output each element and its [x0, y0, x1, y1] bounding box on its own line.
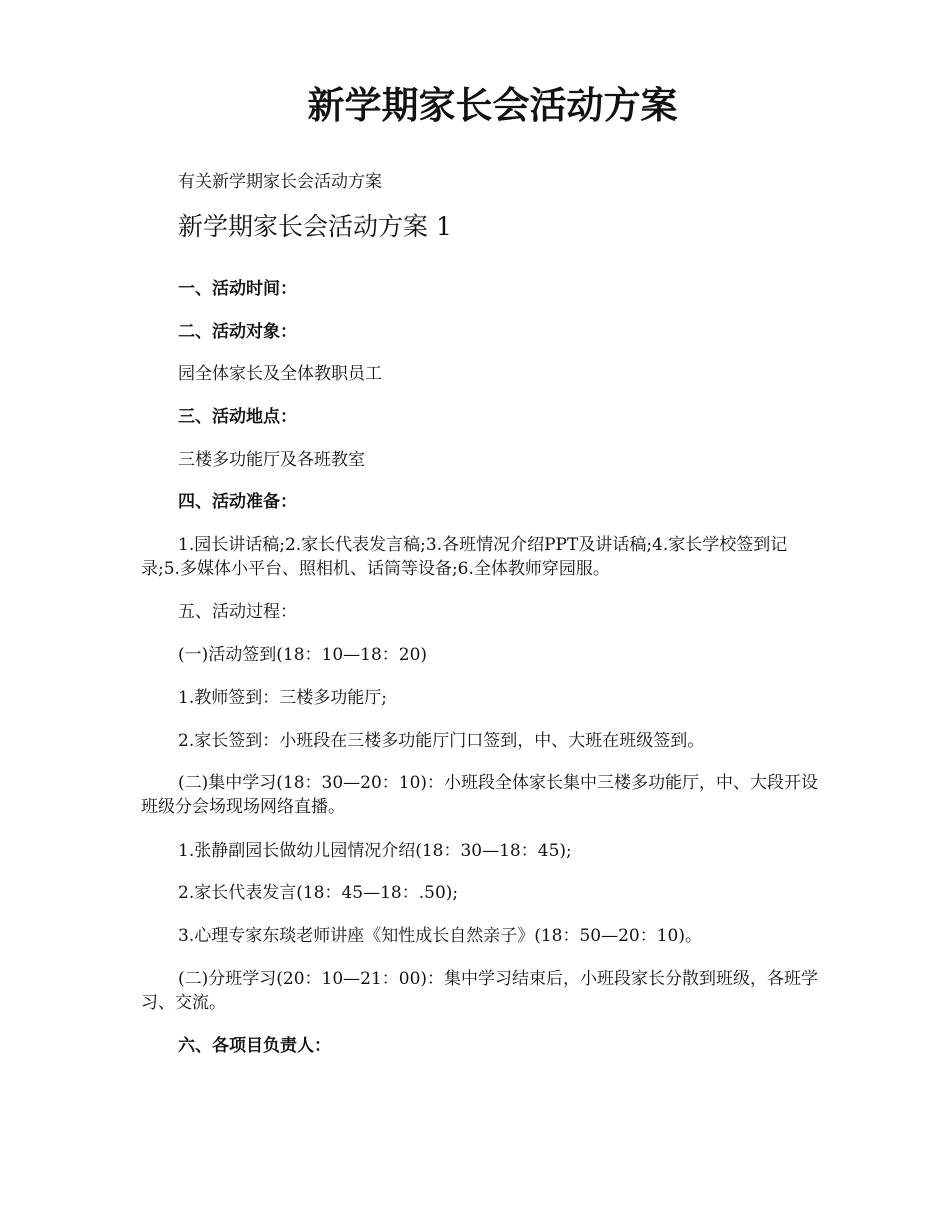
- section-heading: 新学期家长会活动方案 1: [178, 212, 452, 241]
- paragraph-activity-location: 三、活动地点：: [178, 407, 297, 427]
- paragraph-activity-process: 五、活动过程：: [178, 602, 297, 622]
- paragraph-teacher-checkin: 1.教师签到：三楼多功能厅;: [178, 688, 387, 708]
- paragraph-activity-preparation: 四、活动准备：: [178, 492, 297, 512]
- paragraph-expert-lecture: 3.心理专家东琰老师讲座《知性成长自然亲子》(18：50—20：10)。: [178, 926, 703, 946]
- document-subtitle: 有关新学期家长会活动方案: [178, 172, 382, 192]
- paragraph-activity-target: 二、活动对象：: [178, 322, 297, 342]
- paragraph-project-leaders: 六、各项目负责人：: [178, 1036, 331, 1056]
- paragraph-parent-speech: 2.家长代表发言(18：45—18：.50);: [178, 883, 459, 903]
- paragraph-activity-time: 一、活动时间：: [178, 279, 297, 299]
- paragraph-central-study: (二)集中学习(18：30—20：10)：小班段全体家长集中三楼多功能厅，中、大段开设班级分会场现场网络直播。: [141, 773, 819, 817]
- paragraph-target-detail: 园全体家长及全体教职员工: [178, 364, 382, 384]
- document-title: 新学期家长会活动方案: [307, 83, 678, 127]
- paragraph-parent-checkin: 2.家长签到：小班段在三楼多功能厅门口签到，中、大班在班级签到。: [178, 731, 705, 751]
- paragraph-checkin: (一)活动签到(18：10—18：20): [178, 645, 428, 665]
- paragraph-location-detail: 三楼多功能厅及各班教室: [178, 450, 365, 470]
- paragraph-class-study: (二)分班学习(20：10—21：00)：集中学习结束后，小班段家长分散到班级，各班学习、交流。: [141, 969, 819, 1013]
- paragraph-principal-intro: 1.张静副园长做幼儿园情况介绍(18：30—18：45);: [178, 841, 572, 861]
- paragraph-preparation-detail: 1.园长讲话稿;2.家长代表发言稿;3.各班情况介绍PPT及讲话稿;4.家长学校签到记录;5.多媒体小平台、照相机、话筒等设备;6.全体教师穿园服。: [141, 535, 788, 579]
